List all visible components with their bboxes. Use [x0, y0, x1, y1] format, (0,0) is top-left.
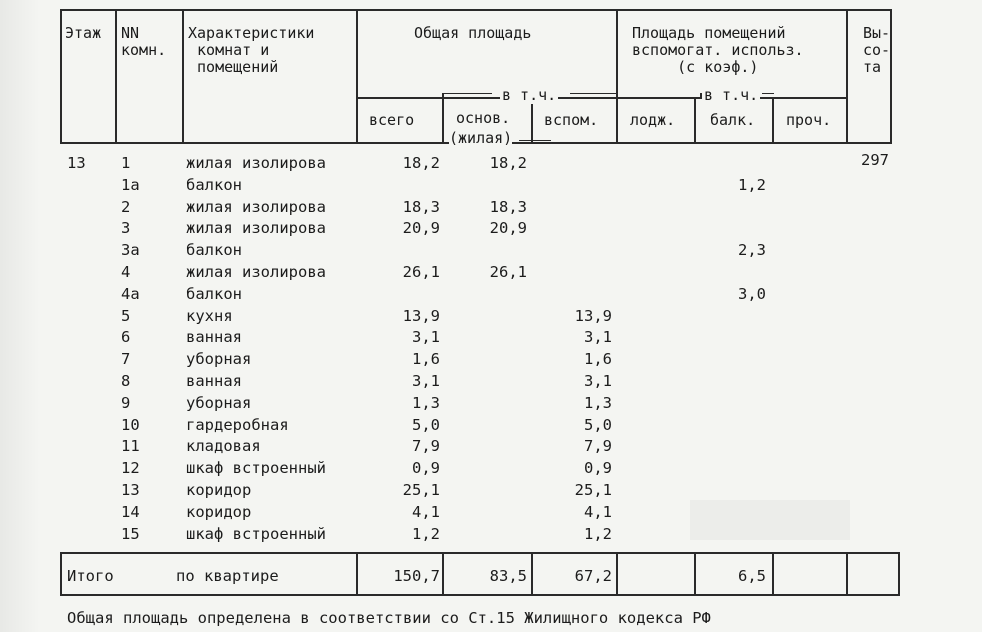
room-balcony-area: 1,2	[738, 176, 766, 194]
totals-border-right	[898, 552, 900, 596]
room-number: 1	[121, 154, 131, 172]
room-total-area: 13,9	[402, 307, 440, 325]
room-total-area: 20,9	[402, 219, 440, 237]
room-aux-area: 3,1	[584, 372, 612, 390]
room-aux-area: 1,3	[584, 394, 612, 412]
header-divider-loggia	[694, 97, 696, 144]
totals-divider	[616, 552, 618, 596]
header-incl-aux: в т.ч.	[704, 86, 759, 104]
header-sub-balcony: балк.	[710, 111, 756, 129]
header-border-left	[60, 9, 62, 144]
room-name: кладовая	[186, 437, 261, 455]
header-sub-main: основ.	[456, 109, 511, 127]
header-height: Вы- со- та	[863, 24, 891, 76]
header-divider-main	[531, 97, 533, 144]
room-aux-area: 5,0	[584, 416, 612, 434]
room-name: коридор	[186, 481, 252, 499]
room-name: балкон	[186, 285, 242, 303]
totals-total-area: 150,7	[393, 567, 440, 585]
room-total-area: 18,2	[402, 154, 440, 172]
bracket-rule	[762, 93, 774, 94]
totals-main-area: 83,5	[489, 567, 527, 585]
room-name: жилая изолирова	[186, 219, 326, 237]
room-name: шкаф встроенный	[186, 459, 326, 477]
room-balcony-area: 3,0	[738, 285, 766, 303]
room-number: 14	[121, 503, 140, 521]
room-balcony-area: 2,3	[738, 241, 766, 259]
room-total-area: 1,6	[412, 350, 440, 368]
room-name: шкаф встроенный	[186, 525, 326, 543]
room-total-area: 7,9	[412, 437, 440, 455]
header-room-number: NN комн.	[121, 24, 167, 59]
room-total-area: 1,2	[412, 525, 440, 543]
totals-divider	[846, 552, 848, 596]
room-number: 2	[121, 198, 131, 216]
room-total-area: 0,9	[412, 459, 440, 477]
room-aux-area: 1,6	[584, 350, 612, 368]
header-sub-loggia: лодж.	[630, 111, 676, 129]
room-number: 1а	[121, 176, 140, 194]
room-total-area: 26,1	[402, 263, 440, 281]
bracket-rule	[519, 140, 551, 141]
room-number: 7	[121, 350, 131, 368]
room-name: жилая изолирова	[186, 198, 326, 216]
scan-shadow-left	[0, 0, 40, 632]
room-name: кухня	[186, 307, 233, 325]
room-name: жилая изолирова	[186, 263, 326, 281]
room-total-area: 1,3	[412, 394, 440, 412]
room-number: 15	[121, 525, 140, 543]
header-incl-total: в т.ч.	[502, 86, 557, 104]
room-number: 10	[121, 416, 140, 434]
room-total-area: 3,1	[412, 372, 440, 390]
totals-label-apartment: по квартире	[176, 567, 279, 585]
header-divider-total	[442, 97, 444, 144]
room-number: 6	[121, 328, 131, 346]
room-number: 5	[121, 307, 131, 325]
room-total-area: 25,1	[402, 481, 440, 499]
header-divider-floor	[115, 9, 117, 144]
header-border-right	[890, 9, 892, 144]
room-name: коридор	[186, 503, 252, 521]
room-aux-area: 0,9	[584, 459, 612, 477]
header-divider-name	[356, 9, 358, 144]
room-number: 9	[121, 394, 131, 412]
header-sub-living: (жилая)	[449, 129, 513, 147]
room-name: ванная	[186, 372, 242, 390]
header-sub-other: проч.	[786, 111, 832, 129]
room-main-area: 18,2	[489, 154, 527, 172]
room-main-area: 26,1	[489, 263, 527, 281]
room-name: уборная	[186, 394, 252, 412]
footnote: Общая площадь определена в соответствии со Ст.15 Жилищного кодекса РФ	[67, 609, 711, 627]
header-floor: Этаж	[65, 24, 102, 42]
room-aux-area: 13,9	[574, 307, 612, 325]
room-number: 3а	[121, 241, 140, 259]
room-name: балкон	[186, 241, 242, 259]
header-top-border	[60, 9, 892, 11]
header-sub-aux: вспом.	[544, 111, 599, 129]
room-number: 4а	[121, 285, 140, 303]
room-number: 12	[121, 459, 140, 477]
room-total-area: 5,0	[412, 416, 440, 434]
room-total-area: 4,1	[412, 503, 440, 521]
header-divider-balcony	[772, 97, 774, 144]
room-name: жилая изолирова	[186, 154, 326, 172]
totals-divider	[356, 552, 358, 596]
header-divider-room	[182, 9, 184, 144]
totals-bottom-border	[60, 594, 900, 596]
header-total-area: Общая площадь	[414, 24, 532, 42]
room-aux-area: 4,1	[584, 503, 612, 521]
room-number: 8	[121, 372, 131, 390]
header-aux-area: Площадь помещений вспомогат. использ. (с коэф.)	[632, 24, 804, 76]
totals-divider	[772, 552, 774, 596]
totals-balcony-area: 6,5	[738, 567, 766, 585]
room-aux-area: 3,1	[584, 328, 612, 346]
room-main-area: 18,3	[489, 198, 527, 216]
room-name: ванная	[186, 328, 242, 346]
floor-number: 13	[67, 154, 86, 172]
header-sub-total: всего	[369, 111, 415, 129]
room-total-area: 3,1	[412, 328, 440, 346]
room-number: 3	[121, 219, 131, 237]
room-aux-area: 7,9	[584, 437, 612, 455]
room-number: 13	[121, 481, 140, 499]
room-name: гардеробная	[186, 416, 289, 434]
room-name: балкон	[186, 176, 242, 194]
room-total-area: 18,3	[402, 198, 440, 216]
totals-label: Итого	[67, 567, 114, 585]
room-main-area: 20,9	[489, 219, 527, 237]
room-aux-area: 25,1	[574, 481, 612, 499]
totals-aux-area: 67,2	[574, 567, 612, 585]
totals-divider	[531, 552, 533, 596]
header-divider-area-group	[616, 9, 618, 144]
room-number: 4	[121, 263, 131, 281]
room-number: 11	[121, 437, 140, 455]
header-divider-aux-group	[846, 9, 848, 144]
scan-smudge	[690, 500, 850, 540]
bracket-rule	[570, 93, 616, 94]
totals-border-left	[60, 552, 62, 596]
room-name: уборная	[186, 350, 252, 368]
totals-top-border	[60, 552, 900, 554]
room-aux-area: 1,2	[584, 525, 612, 543]
header-characteristics: Характеристики комнат и помещений	[188, 24, 315, 76]
bracket-rule	[442, 93, 492, 94]
ceiling-height: 297	[861, 151, 889, 169]
